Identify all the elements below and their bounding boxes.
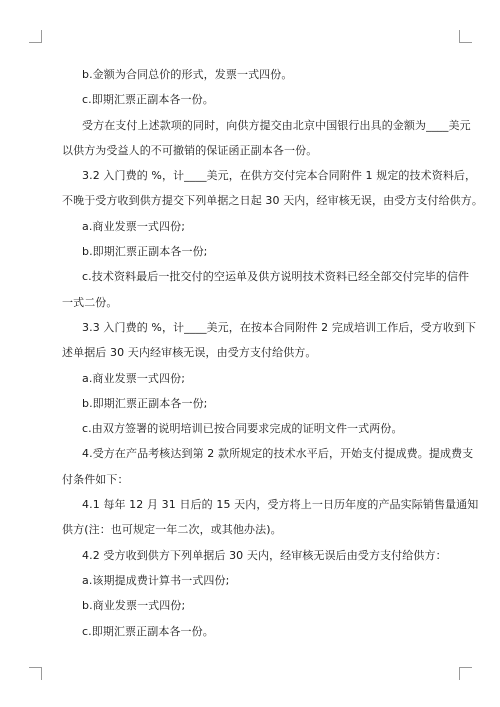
text-line: c.即期汇票正副本各一份。 — [82, 93, 214, 107]
text-line: 3.3 入门费的 %，计____美元，在按本合同附件 2 完成培训工作后，受方收到下 — [82, 320, 477, 334]
text-line: a.商业发票一式四份; — [82, 371, 186, 385]
text-line: b.金额为合同总价的形式，发票一式四份。 — [82, 68, 293, 81]
text-line: 述单据后 30 天内经审核无误，由受方支付给供方。 — [62, 346, 317, 360]
text-line: 4.2 受方收到供方下列单据后 30 天内，经审核无误后由受方支付给供方： — [82, 548, 447, 562]
text-line: 供方(注：也可规定一年二次，或其他办法)。 — [62, 523, 282, 537]
text-line: 付条件如下： — [62, 472, 129, 486]
document-body — [62, 62, 483, 644]
crop-mark-top-left — [29, 30, 42, 43]
text-line: 以供方为受益人的不可撤销的保证函正副本各一份。 — [62, 143, 318, 157]
text-line: b.即期汇票正副本各一份; — [82, 396, 208, 410]
text-line: 4.受方在产品考核达到第 2 款所规定的技术水平后，开始支付提成费。提成费支 — [82, 447, 474, 461]
text-line: b.商业发票一式四份; — [82, 599, 186, 613]
text-line: c.即期汇票正副本各一份。 — [82, 624, 214, 638]
text-line: c.由双方签署的说明培训已按合同要求完成的证明文件一式两份。 — [82, 422, 403, 436]
text-line: 受方在支付上述款项的同时，向供方提交由北京中国银行出具的金额为____美元 — [82, 118, 471, 132]
crop-mark-bottom-left — [29, 667, 42, 680]
text-line: 不晚于受方收到供方提交下列单据之日起 30 天内，经审核无误，由受方支付给供方。 — [62, 194, 483, 208]
crop-mark-bottom-right — [459, 667, 472, 680]
text-line: 一式二份。 — [62, 295, 118, 309]
text-line: 4.1 每年 12 月 31 日后的 15 天内，受方将上一日历年度的产品实际销售量通知 — [82, 498, 479, 512]
text-line: c.技术资料最后一批交付的空运单及供方说明技术资料已经全部交付完毕的信件 — [82, 270, 470, 284]
crop-mark-top-right — [459, 30, 472, 43]
text-line: 3.2 入门费的 %，计____美元，在供方交付完本合同附件 1 规定的技术资料后， — [82, 169, 477, 183]
text-line: a.商业发票一式四份; — [82, 219, 186, 233]
text-line: b.即期汇票正副本各一份; — [82, 245, 208, 259]
text-line: a.该期提成费计算书一式四份; — [82, 573, 230, 587]
